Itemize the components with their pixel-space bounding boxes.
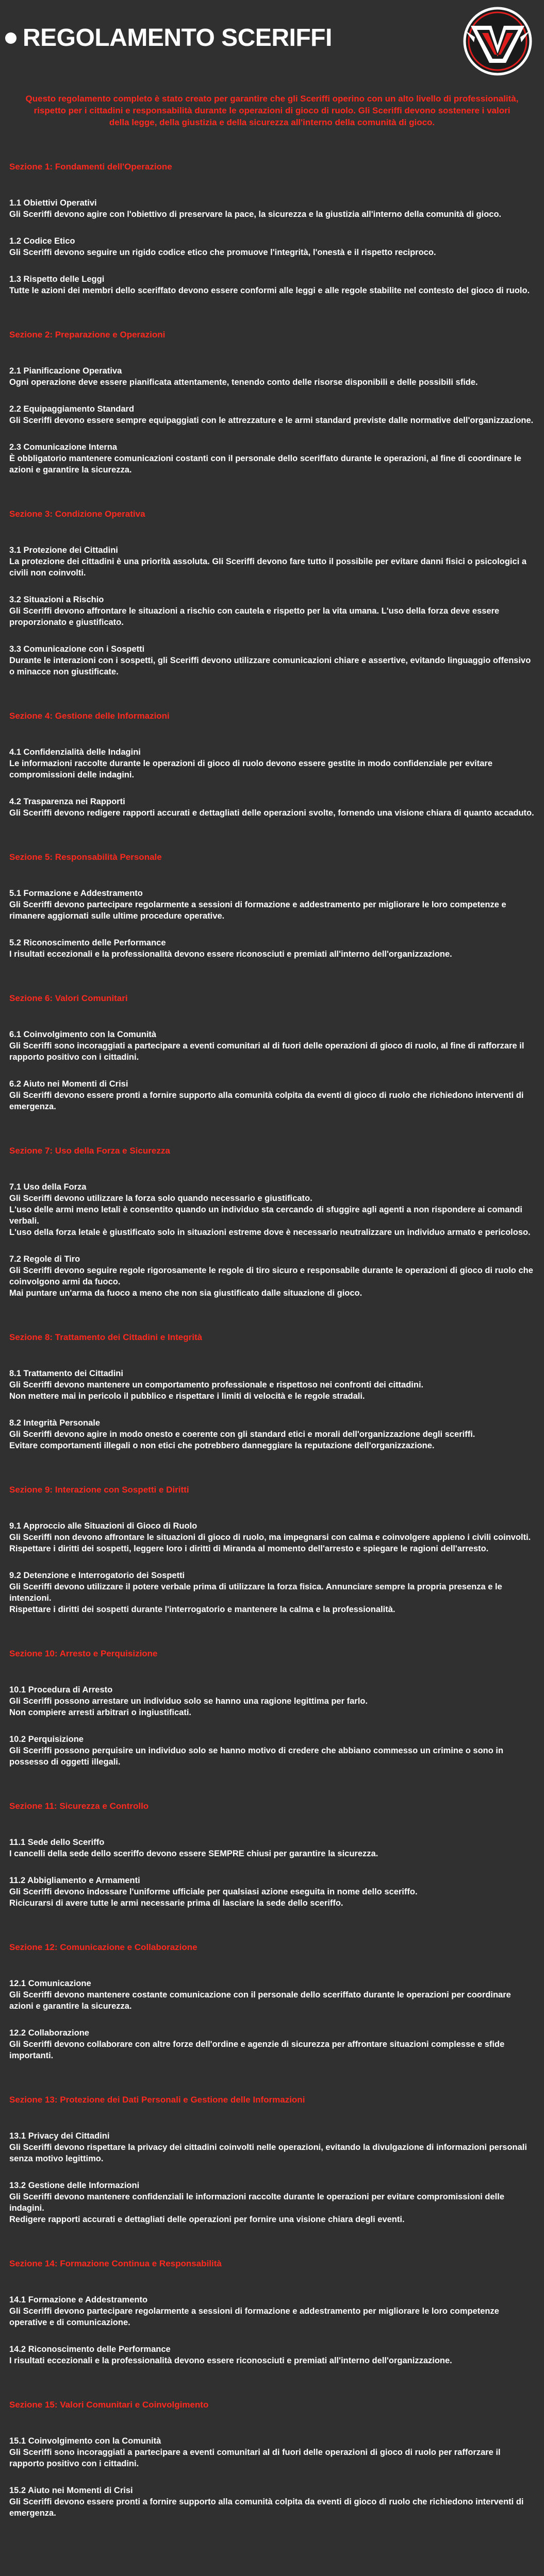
rule-section [9,1145,535,1299]
article-text: Rispettare i diritti dei sospetti, leggere loro i diritti di Miranda al momento dell'arresto e spiegare le ragioni dell'arresto. [9,1544,489,1553]
rule-article [9,1078,535,1112]
article-text: Gli Sceriffi non devono affrontare le situazioni di gioco di ruolo, ma impegnarsi con calma e coinvolgere appieno i civili coinvolti. [9,1533,531,1542]
section-title: Sezione 14: Formazione Continua e Responsabilità [9,2259,222,2268]
page-title: REGOLAMENTO SCERIFFI [23,24,332,52]
article-text: Non compiere arresti arbitrari o ingiustificati. [9,1708,192,1717]
article-title: 6.1 Coinvolgimento con la Comunità [9,1030,157,1039]
rule-section [9,1332,535,1451]
article-text: Gli Sceriffi devono mantenere confidenziali le informazioni raccolte durante le operazioni per evitare compromissioni delle indagini. [9,2192,504,2213]
article-text: Tutte le azioni dei membri dello sceriffato devono essere conformi alle leggi e alle regole stabilite nel contesto del gioco di ruolo. [9,286,530,295]
rule-article [9,1029,535,1063]
sheriff-logo-icon [461,5,534,77]
article-text: L'uso delle armi meno letali è consentito quando un individuo sta cercando di sfuggire agli agenti a non rispondere ai comandi verbali. [9,1205,522,1226]
section-title: Sezione 15: Valori Comunitari e Coinvolgimento [9,2400,209,2410]
article-title: 15.2 Aiuto nei Momenti di Crisi [9,2486,133,2495]
article-title: 4.1 Confidenzialità delle Indagini [9,748,141,757]
article-text: Gli Sceriffi devono collaborare con altre forze dell'ordine e agenzie di sicurezza per affrontare situazioni complesse e sfide importanti. [9,2040,505,2060]
article-title: 14.1 Formazione e Addestramento [9,2295,148,2304]
article-text: Mai puntare un'arma da fuoco a meno che non sia giustificato dalle situazione di gioco. [9,1289,362,1298]
article-title: 8.1 Trattamento dei Cittadini [9,1369,123,1378]
rule-section [9,852,535,960]
article-text: Ricicurarsi di avere tutte le armi necessarie prima di lasciare la sede dello sceriffo. [9,1899,343,1908]
article-text: Gli Sceriffi devono seguire un rigido codice etico che promuove l'integrità, l'onestà e il rispetto reciproco. [9,248,436,257]
rule-article [9,2027,535,2061]
article-title: 4.2 Trasparenza nei Rapporti [9,797,125,806]
article-title: 9.1 Approccio alle Situazioni di Gioco di Ruolo [9,1521,197,1531]
article-text: Durante le interazioni con i sospetti, gli Sceriffi devono utilizzare comunicazioni chiare e assertive, evitando linguaggio offensivo o minacce non giustificate. [9,656,531,676]
article-text: Gli Sceriffi devono agire in modo onesto e coerente con gli standard etici e morali dell'organizzazione degli sceriffi. [9,1430,475,1439]
article-text: Gli Sceriffi devono partecipare regolarmente a sessioni di formazione e addestramento per migliorare le loro competenze operative e di comunicazione. [9,2307,499,2327]
article-text: Gli Sceriffi devono mantenere costante comunicazione con il personale dello sceriffato durante le operazioni per coordinare azioni e garantire la sicurezza. [9,1990,511,2011]
article-text: Gli Sceriffi sono incoraggiati a partecipare a eventi comunitari al di fuori delle operazioni di gioco di ruolo per rafforzare il rapporto positivo con i cittadini. [9,2448,501,2468]
article-text: Gli Sceriffi possono perquisire un individuo solo se hanno motivo di credere che abbiano commesso un crimine o sono in possesso di oggetti illegali. [9,1746,504,1767]
article-text: Gli Sceriffi devono utilizzare la forza solo quando necessario e giustificato. [9,1194,312,1203]
rule-article [9,442,535,476]
article-title: 12.1 Comunicazione [9,1979,91,1988]
rule-article [9,2130,535,2164]
article-text: Gli Sceriffi devono seguire regole rigorosamente le regole di tiro sicuro e responsabile durante le operazioni di gioco di ruolo che coinvolgono armi da fuoco. [9,1266,533,1286]
rule-section [9,2094,535,2225]
article-title: 9.2 Detenzione e Interrogatorio dei Sospetti [9,1571,185,1580]
article-text: Gli Sceriffi devono agire con l'obiettivo di preservare la pace, la sicurezza e la giustizia all'interno della comunità di gioco. [9,210,502,219]
article-text: Gli Sceriffi devono essere pronti a fornire supporto alla comunità colpita da eventi di gioco di ruolo che richiedono interventi di emergenza. [9,1091,524,1111]
rule-article [9,594,535,628]
page-header [0,0,544,82]
article-text: Non mettere mai in pericolo il pubblico e rispettare i limiti di velocità e le regole stradali. [9,1392,365,1401]
rule-article [9,2435,535,2469]
article-title: 2.3 Comunicazione Interna [9,443,118,452]
rule-article [9,1570,535,1615]
sections-list [9,161,535,2519]
article-text: Rispettare i diritti dei sospetti durante l'interrogatorio e mantenere la calma e la professionalità. [9,1605,395,1614]
rule-article [9,1837,535,1859]
article-text: Gli Sceriffi devono rispettare la privacy dei cittadini coinvolti nelle operazioni, evitando la divulgazione di informazioni personali senza motivo legittimo. [9,2143,527,2163]
rule-article [9,1734,535,1768]
rule-article [9,1417,535,1451]
article-text: Gli Sceriffi devono essere sempre equipaggiati con le attrezzature e le armi standard previste dalle normative dell'organizzazione. [9,416,534,425]
article-title: 5.1 Formazione e Addestramento [9,889,143,898]
article-title: 10.1 Procedura di Arresto [9,1685,113,1694]
rule-article [9,643,535,677]
section-title: Sezione 10: Arresto e Perquisizione [9,1649,158,1658]
article-title: 6.2 Aiuto nei Momenti di Crisi [9,1079,128,1089]
section-title: Sezione 11: Sicurezza e Controllo [9,1801,149,1811]
article-text: Gli Sceriffi devono essere pronti a fornire supporto alla comunità colpita da eventi di gioco di ruolo che richiedono interventi di emergenza. [9,2497,524,2518]
article-text: Gli Sceriffi devono partecipare regolarmente a sessioni di formazione e addestramento per migliorare le loro competenze e rimanere aggiornati sulle ultime procedure operative. [9,900,506,921]
rule-article [9,403,535,426]
article-title: 12.2 Collaborazione [9,2028,89,2038]
section-title: Sezione 12: Comunicazione e Collaborazione [9,1942,197,1952]
article-title: 7.1 Uso della Forza [9,1182,87,1192]
article-title: 2.2 Equipaggiamento Standard [9,404,135,414]
rule-section [9,509,535,677]
article-text: I risultati eccezionali e la professionalità devono essere riconosciuti e premiati all'interno dell'organizzazione. [9,950,452,959]
article-title: 14.2 Riconoscimento delle Performance [9,2345,171,2354]
article-title: 11.2 Abbigliamento e Armamenti [9,1876,140,1885]
article-text: Gli Sceriffi devono redigere rapporti accurati e dettagliati delle operazioni svolte, fornendo una visione chiara di quanto accaduto. [9,808,534,818]
rule-section [9,329,535,476]
article-text: Gli Sceriffi devono indossare l'uniforme ufficiale per qualsiasi azione eseguita in nome dello sceriffo. [9,1887,418,1896]
rule-article [9,365,535,388]
article-text: Gli Sceriffi devono mantenere un comportamento professionale e rispettoso nei confronti dei cittadini. [9,1380,424,1389]
rule-section [9,710,535,819]
section-title: Sezione 2: Preparazione e Operazioni [9,330,166,340]
rule-article [9,235,535,258]
article-title: 2.1 Pianificazione Operativa [9,366,122,376]
rules-content [0,82,544,2519]
bullet-icon [5,32,17,44]
article-text: Gli Sceriffi devono utilizzare il potere verbale prima di utilizzare la forza fisica. Annunciare sempre la propria presenza e le intenzioni. [9,1582,502,1603]
article-text: Evitare comportamenti illegali o non etici che potrebbero danneggiare la reputazione dell'organizzazione. [9,1441,435,1450]
rule-section [9,1484,535,1615]
article-text: Ogni operazione deve essere pianificata attentamente, tenendo conto delle risorse disponibili e delle possibili sfide. [9,378,478,387]
article-text: È obbligatorio mantenere comunicazioni costanti con il personale dello sceriffato durante le operazioni, al fine di coordinare le azioni e garantire la sicurezza. [9,454,521,474]
rule-article [9,1684,535,1718]
article-title: 7.2 Regole di Tiro [9,1255,80,1264]
intro-text: Questo regolamento completo è stato creato per garantire che gli Sceriffi operino con un alto livello di professionalità, rispetto per i cittadini e responsabilità durante le operazioni di gioco di ruolo. Gli Sceriffi devono sostenere i valori della legge, della giustizia e della sicurezza all'interno della comunità di gioco. [25,94,519,127]
article-title: 10.2 Perquisizione [9,1735,84,1744]
article-text: Redigere rapporti accurati e dettagliati delle operazioni per fornire una visione chiara degli eventi. [9,2215,405,2224]
rule-article [9,1181,535,1238]
rule-section [9,1942,535,2061]
rule-section [9,2399,535,2519]
rule-section [9,161,535,296]
rule-article [9,2344,535,2366]
article-text: Le informazioni raccolte durante le operazioni di gioco di ruolo devono essere gestite in modo confidenziale per evitare compromissioni delle indagini. [9,759,493,779]
article-title: 3.1 Protezione dei Cittadini [9,546,118,555]
rule-article [9,1368,535,1402]
section-title: Sezione 9: Interazione con Sospetti e Diritti [9,1485,189,1495]
rule-article [9,2294,535,2328]
section-title: Sezione 7: Uso della Forza e Sicurezza [9,1146,170,1156]
rule-section [9,1801,535,1909]
rule-article [9,1253,535,1299]
article-title: 11.1 Sede dello Sceriffo [9,1838,105,1847]
article-text: Gli Sceriffi possono arrestare un individuo solo se hanno una ragione legittima per farlo. [9,1697,368,1706]
article-text: I risultati eccezionali e la professionalità devono essere riconosciuti e premiati all'interno dell'organizzazione. [9,2356,452,2365]
rule-article [9,1978,535,2012]
article-text: L'uso della forza letale è giustificato solo in situazioni estreme dove è necessario neutralizzare un individuo armato e pericoloso. [9,1228,531,1237]
section-title: Sezione 3: Condizione Operativa [9,509,145,519]
rule-article [9,888,535,922]
section-title: Sezione 6: Valori Comunitari [9,993,128,1003]
rule-article [9,274,535,296]
article-title: 8.2 Integrità Personale [9,1418,101,1428]
article-title: 13.2 Gestione delle Informazioni [9,2181,140,2190]
rule-article [9,937,535,960]
article-title: 3.3 Comunicazione con i Sospetti [9,645,145,654]
rule-article [9,2180,535,2225]
rule-article [9,197,535,220]
rule-article [9,796,535,819]
rule-article [9,747,535,781]
article-text: Gli Sceriffi devono affrontare le situazioni a rischio con cautela e rispetto per la vita umana. L'uso della forza deve essere proporzionato e giustificato. [9,606,500,627]
article-title: 1.2 Codice Etico [9,236,75,246]
article-text: La protezione dei cittadini è una priorità assoluta. Gli Sceriffi devono fare tutto il possibile per evitare danni fisici o psicologici a civili non coinvolti. [9,557,527,578]
rule-article [9,1875,535,1909]
rule-article [9,545,535,579]
article-title: 3.2 Situazioni a Rischio [9,595,104,604]
article-title: 1.3 Rispetto delle Leggi [9,275,105,284]
title-wrap [5,24,332,52]
section-title: Sezione 13: Protezione dei Dati Personali e Gestione delle Informazioni [9,2095,305,2105]
article-title: 5.2 Riconoscimento delle Performance [9,938,166,947]
section-title: Sezione 4: Gestione delle Informazioni [9,711,170,721]
section-title: Sezione 8: Trattamento dei Cittadini e Integrità [9,1332,203,1342]
article-title: 1.1 Obiettivi Operativi [9,198,97,208]
article-text: I cancelli della sede dello sceriffo devono essere SEMPRE chiusi per garantire la sicurezza. [9,1849,378,1858]
section-title: Sezione 5: Responsabilità Personale [9,852,162,862]
article-text: Gli Sceriffi sono incoraggiati a partecipare a eventi comunitari al di fuori delle operazioni di gioco di ruolo, al fine di rafforzare il rapporto positivo con i cittadini. [9,1041,524,1062]
rule-article [9,1520,535,1554]
rule-article [9,2485,535,2519]
rule-section [9,1648,535,1768]
rule-section [9,2258,535,2366]
article-title: 13.1 Privacy dei Cittadini [9,2131,110,2141]
section-title: Sezione 1: Fondamenti dell'Operazione [9,162,172,172]
rule-section [9,993,535,1112]
article-title: 15.1 Coinvolgimento con la Comunità [9,2436,161,2446]
